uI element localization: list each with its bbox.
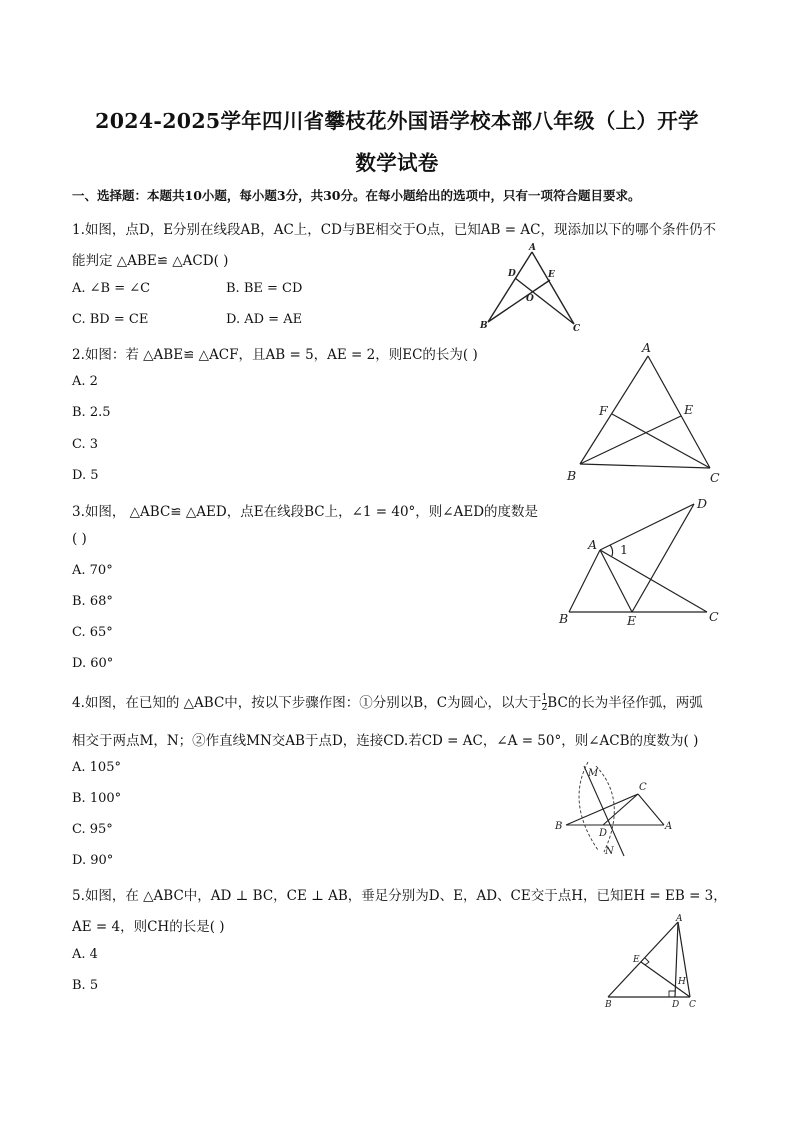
q4-option-a: A. 105° (72, 760, 121, 775)
q4-text-line1-b: BC的长为半径作弧，两弧 (547, 695, 703, 711)
q3-label-angle-1: 1 (620, 542, 628, 557)
q4-fraction-numerator: 1 (541, 693, 548, 703)
q4-text-line2: 相交于两点M，N；②作直线MN交AB于点D，连接CD.若CD = AC，∠A = 50°，则∠ACB的度数为( ) (72, 733, 699, 749)
q5-label-d: D (672, 1000, 680, 1010)
q5-text-line1: 5.如图，在 △ABC中，AD ⊥ BC，CE ⊥ AB，垂足分别为D、E，AD、CE交于点H，已知EH = EB = 3， (72, 888, 727, 904)
q1-label-a: A (529, 243, 536, 253)
q1-option-c: C. BD = CE (72, 312, 149, 327)
q4-label-d: D (599, 828, 608, 839)
q4-text-line1 (72, 691, 703, 713)
q1-text-line2: 能判定 △ABE≌ △ACD( ) (72, 253, 229, 269)
q1-option-a: A. ∠B = ∠C (72, 281, 151, 296)
q3-label-e: E (627, 613, 637, 628)
q2-figure (560, 338, 730, 490)
q1-option-d: D. AD = AE (226, 312, 303, 327)
q2-label-c: C (710, 470, 720, 485)
q4-label-c: C (639, 782, 647, 793)
q2-label-a: A (642, 340, 652, 355)
q2-option-b: B. 2.5 (72, 405, 111, 420)
q2-option-d: D. 5 (72, 468, 99, 483)
q5-text-line2: AE = 4，则CH的长是( ) (72, 919, 225, 935)
q1-figure (470, 240, 590, 335)
q3-option-b: B. 68° (72, 594, 113, 609)
q3-label-d: D (697, 496, 708, 511)
q1-text-line1: 1.如图，点D，E分别在线段AB，AC上，CD与BE相交于O点，已知AB = AC，现添加以下的哪个条件仍不 (72, 222, 716, 238)
section-heading: 一、选择题：本题共10小题，每小题3分，共30分。在每小题给出的选项中，只有一项符合题目要求。 (72, 188, 641, 203)
q5-label-a: A (676, 914, 683, 924)
page-title: 2024-2025学年四川省攀枝花外国语学校本部八年级（上）开学 (95, 109, 699, 133)
q5-label-h: H (678, 977, 686, 987)
q2-option-a: A. 2 (72, 374, 98, 389)
q4-label-n: N (605, 846, 614, 857)
q2-option-c: C. 3 (72, 437, 99, 452)
q1-label-d: D (508, 269, 516, 279)
q2-label-b: B (567, 468, 577, 483)
q3-figure (552, 492, 732, 632)
q4-label-m: M (588, 768, 599, 779)
q4-option-c: C. 95° (72, 822, 113, 837)
q1-option-b: B. BE = CD (226, 281, 303, 296)
q4-fraction-denominator: 2 (541, 703, 548, 713)
q5-option-a: A. 4 (72, 947, 98, 962)
q1-label-b: B (480, 321, 488, 331)
q3-text-line1: 3.如图， △ABC≌ △AED，点E在线段BC上，∠1 = 40°，则∠AED的度数是 (72, 504, 539, 520)
q3-label-b: B (559, 611, 569, 626)
page-subtitle: 数学试卷 (355, 151, 439, 175)
q5-option-b: B. 5 (72, 978, 99, 993)
q5-label-e: E (633, 955, 640, 965)
q1-label-c: C (573, 324, 581, 334)
q4-option-d: D. 90° (72, 853, 114, 868)
q5-label-b: B (605, 1000, 612, 1010)
q3-label-c: C (709, 609, 719, 624)
q4-figure (548, 758, 688, 863)
q5-label-c: C (689, 1000, 696, 1010)
q4-option-b: B. 100° (72, 791, 122, 806)
q1-label-o: O (526, 294, 534, 304)
q5-figure (598, 912, 708, 1012)
q4-text-line1-a: 4.如图，在已知的 △ABC中，按以下步骤作图：①分别以B，C为圆心，以大于 (72, 695, 542, 711)
q2-text: 2.如图：若 △ABE≌ △ACF，且AB = 5，AE = 2，则EC的长为( ) (72, 347, 478, 363)
q3-option-d: D. 60° (72, 656, 114, 671)
q2-label-e: E (684, 402, 694, 417)
q3-option-c: C. 65° (72, 625, 113, 640)
q1-label-e: E (548, 270, 555, 280)
q3-option-a: A. 70° (72, 563, 113, 578)
q3-text-line2: ( ) (72, 531, 87, 547)
q4-label-b: B (555, 821, 563, 832)
q4-label-a: A (665, 821, 673, 832)
q2-label-f: F (599, 403, 608, 418)
q3-label-a: A (588, 537, 598, 552)
